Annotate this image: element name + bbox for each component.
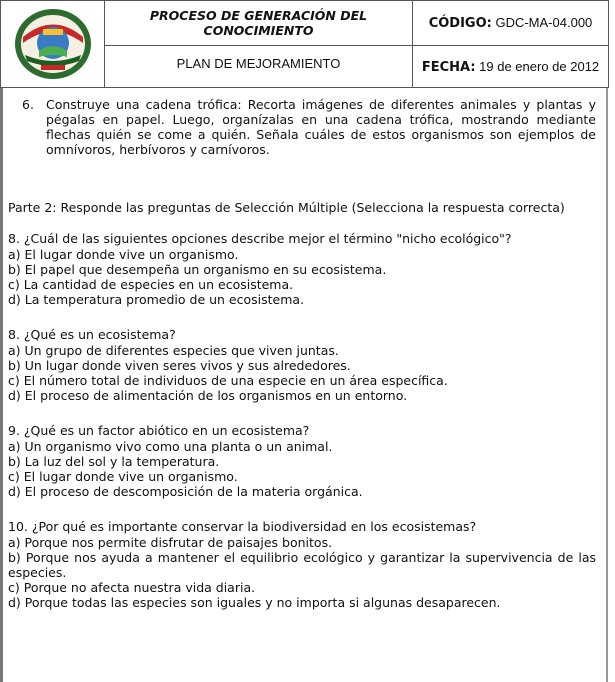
answer-option: c) El número total de individuos de una especie en un área específica. — [8, 373, 448, 388]
answer-option: d) El proceso de alimentación de los organismos en un entorno. — [8, 388, 408, 403]
answer-option: a) Porque nos permite disfrutar de paisajes bonitos. — [8, 535, 333, 550]
answer-option: c) Porque no afecta nuestra vida diaria. — [8, 580, 256, 595]
answer-option: c) La cantidad de especies en un ecosistema. — [8, 277, 294, 292]
question — [8, 327, 596, 403]
question-stem: 10. ¿Por qué es importante conservar la biodiversidad en los ecosistemas? — [8, 519, 477, 534]
answer-option: b) La luz del sol y la temperatura. — [8, 454, 220, 469]
date-value: 19 de enero de 2012 — [479, 58, 600, 74]
answer-option: d) La temperatura promedio de un ecosistema. — [8, 292, 305, 307]
document-date — [422, 59, 599, 75]
question-stem: 8. ¿Cuál de las siguientes opciones describe mejor el término "nicho ecológico"? — [8, 231, 512, 246]
question — [8, 423, 596, 499]
question-list — [8, 231, 596, 610]
answer-option: d) El proceso de descomposición de la materia orgánica. — [8, 484, 363, 499]
meta-column — [413, 1, 608, 87]
answer-option: a) Un grupo de diferentes especies que viven juntas. — [8, 343, 339, 358]
answer-option: a) El lugar donde vive un organismo. — [8, 247, 239, 262]
item-6-number: 6. — [22, 97, 34, 112]
question-stem: 9. ¿Qué es un factor abiótico en un ecosistema? — [8, 423, 310, 438]
answer-option: c) El lugar donde vive un organismo. — [8, 469, 238, 484]
worksheet-body — [8, 97, 596, 610]
question — [8, 231, 596, 307]
date-label: FECHA: — [421, 59, 476, 75]
item-6-text: Construye una cadena trófica: Recorta imágenes de diferentes animales y plantas y pégalas en papel. Luego, organízalas en una cadena trófica, mostrando mediante flechas quién se come a quién. Señala cuáles de estos organismos son ejemplos de omnívoros, herbívoros y carnívoros. — [46, 97, 596, 157]
left-border — [0, 88, 3, 682]
document-code — [429, 15, 593, 31]
answer-option: b) Porque nos ayuda a mantener el equilibrio ecológico y garantizar la supervivencia de las especies. — [8, 550, 596, 580]
question-stem: 8. ¿Qué es un ecosistema? — [8, 327, 176, 342]
document-header — [0, 0, 609, 88]
right-border — [606, 88, 608, 682]
school-seal-icon — [13, 7, 93, 81]
answer-option: b) El papel que desempeña un organismo en su ecosistema. — [8, 262, 387, 277]
code-value: GDC-MA-04.000 — [495, 15, 593, 30]
plan-title: PLAN DE MEJORAMIENTO — [176, 56, 341, 71]
question — [8, 519, 596, 610]
title-column — [105, 1, 413, 87]
item-6 — [8, 97, 596, 157]
part2-heading: Parte 2: Responde las preguntas de Selección Múltiple (Selecciona la respuesta correcta) — [8, 200, 565, 215]
process-title: PROCESO DE GENERACIÓN DEL CONOCIMIENTO — [149, 8, 368, 38]
answer-option: d) Porque todas las especies son iguales y no importa si algunas desaparecen. — [8, 595, 501, 610]
logo-cell — [1, 1, 105, 87]
answer-option: a) Un organismo vivo como una planta o un animal. — [8, 439, 333, 454]
answer-option: b) Un lugar donde viven seres vivos y sus alrededores. — [8, 358, 351, 373]
code-label: CÓDIGO: — [428, 16, 492, 31]
